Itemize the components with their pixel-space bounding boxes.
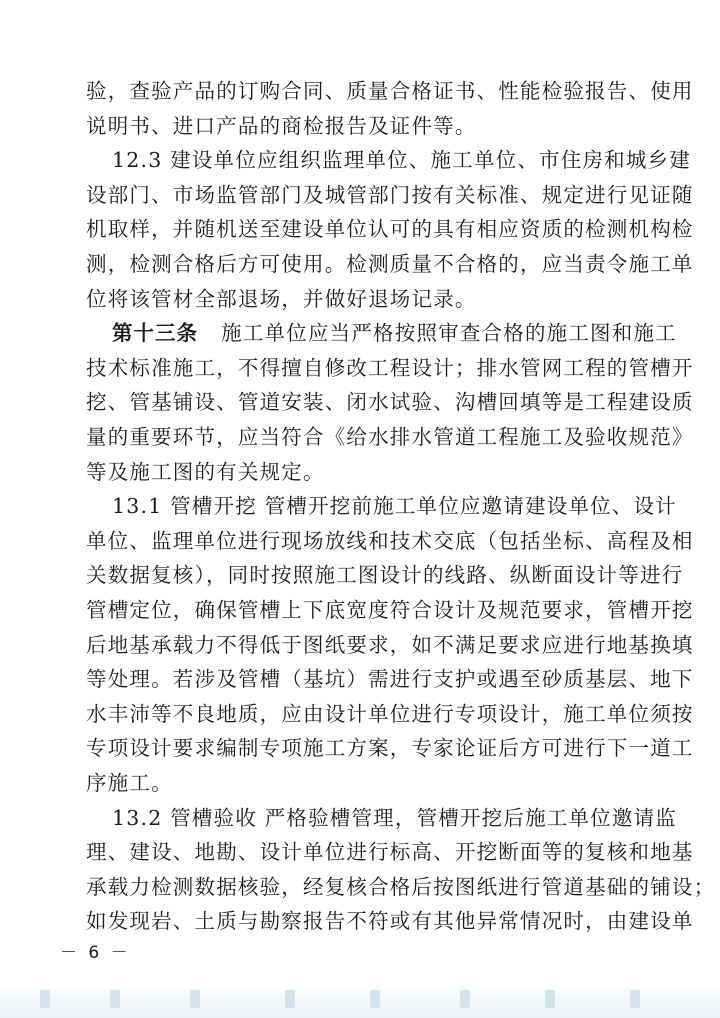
text-line: 机取样，并随机送至建设单位认可的具有相应资质的检测机构检 — [86, 217, 694, 241]
text-line: 量的重要环节，应当符合《给水排水管道工程施工及验收规范》 — [86, 425, 694, 449]
text-line: 后地基承载力不得低于图纸要求，如不满足要求应进行地基换填 — [86, 633, 694, 657]
text-line: 理、建设、地勘、设计单位进行标高、开挖断面等的复核和地基 — [86, 840, 694, 864]
text-line: 管槽定位，确保管槽上下底宽度符合设计及规范要求，管槽开挖 — [86, 598, 694, 622]
text-line: 测，检测合格后方可使用。检测质量不合格的，应当责令施工单 — [86, 252, 694, 276]
text-line: 说明书、进口产品的商检报告及证件等。 — [86, 114, 477, 138]
scan-mark — [110, 990, 120, 1008]
article-line — [112, 316, 677, 350]
scan-mark — [40, 990, 50, 1008]
scan-edge — [0, 985, 720, 1018]
text-line: 单位、监理单位进行现场放线和技术交底（包括坐标、高程及相 — [86, 529, 694, 553]
scan-mark — [630, 990, 640, 1008]
text-line: 技术标准施工，不得擅自修改工程设计；排水管网工程的管槽开 — [86, 356, 694, 380]
text-line: 等处理。若涉及管槽（基坑）需进行支护或遇至砂质基层、地下 — [86, 667, 694, 691]
text-line: 验，查验产品的订购合同、质量合格证书、性能检验报告、使用 — [86, 79, 694, 103]
text-line: 位将该管材全部退场，并做好退场记录。 — [86, 287, 477, 311]
text-line: 如发现岩、土质与勘察报告不符或有其他异常情况时，由建设单 — [86, 909, 694, 933]
scan-mark — [370, 990, 380, 1008]
text-line: 序施工。 — [86, 771, 173, 795]
page-number: － 6 － — [60, 943, 131, 963]
text-line: 13.2 管槽验收 严格验槽管理，管槽开挖后施工单位邀请监 — [112, 806, 677, 830]
article-title: 第十三条 — [112, 321, 198, 345]
text-line: 12.3 建设单位应组织监理单位、施工单位、市住房和城乡建 — [112, 148, 691, 172]
text-line: 设部门、市场监管部门及城管部门按有关标准、规定进行见证随 — [86, 183, 694, 207]
text-line: 关数据复核），同时按照施工图设计的线路、纵断面设计等进行 — [86, 563, 684, 587]
article-text: 施工单位应当严格按照审查合格的施工图和施工 — [221, 321, 677, 345]
scan-mark — [460, 990, 470, 1008]
text-line: 水丰沛等不良地质，应由设计单位进行专项设计，施工单位须按 — [86, 702, 694, 726]
text-line: 挖、管基铺设、管道安装、闭水试验、沟槽回填等是工程建设质 — [86, 390, 694, 414]
text-line: 专项设计要求编制专项施工方案，专家论证后方可进行下一道工 — [86, 736, 694, 760]
text-line: 承载力检测数据核验，经复核合格后按图纸进行管道基础的铺设； — [86, 875, 716, 899]
scan-mark — [545, 990, 555, 1008]
text-line: 13.1 管槽开挖 管槽开挖前施工单位应邀请建设单位、设计 — [112, 494, 677, 518]
scan-mark — [285, 990, 295, 1008]
scan-mark — [190, 990, 200, 1008]
text-line: 等及施工图的有关规定。 — [86, 460, 325, 484]
